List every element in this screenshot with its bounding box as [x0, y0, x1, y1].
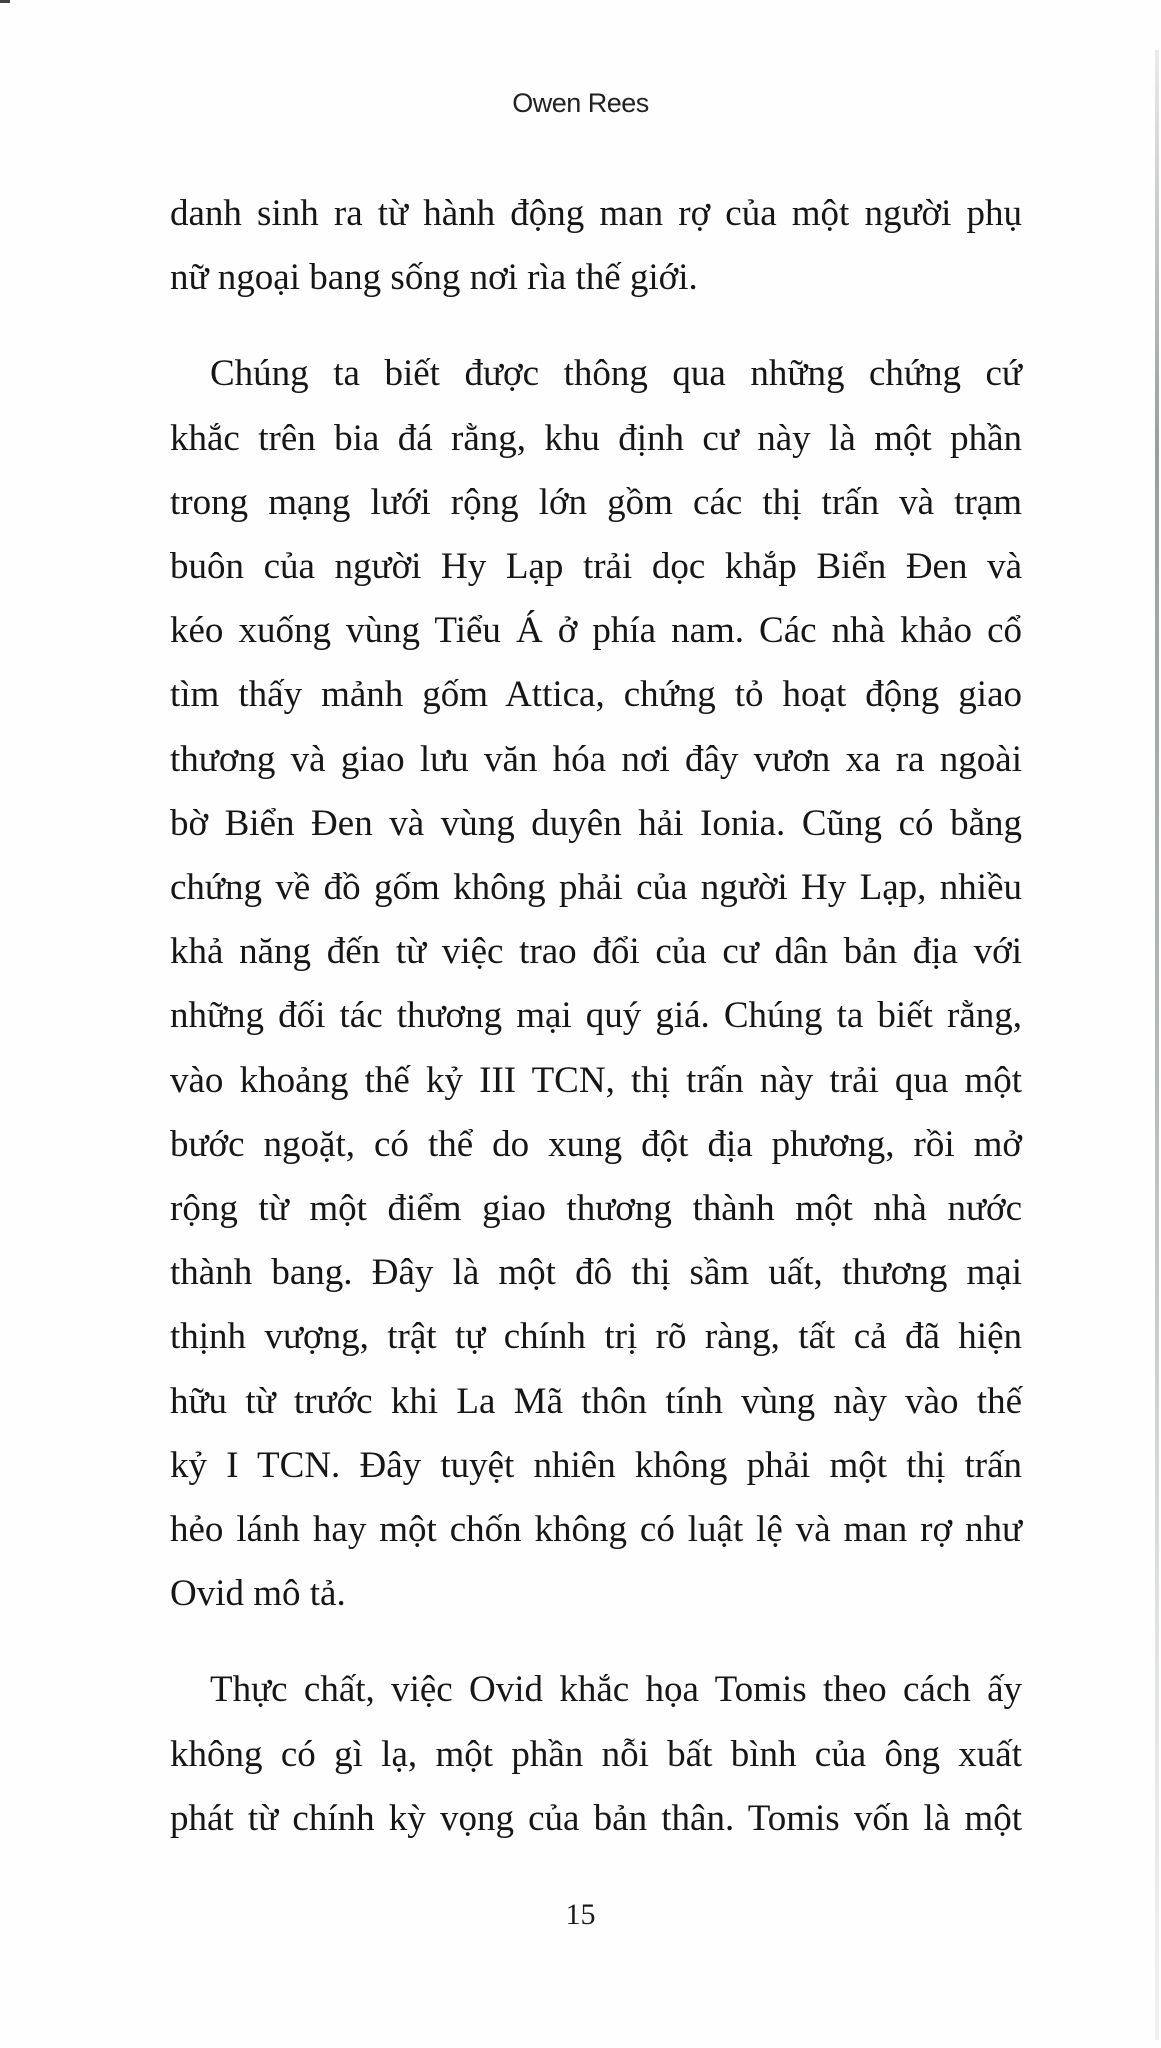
text-line: không có gì lạ, một phần nỗi bất bình của ông xuất: [170, 1733, 1022, 1775]
running-header-author: Owen Rees: [512, 88, 649, 118]
text-line: thịnh vượng, trật tự chính trị rõ ràng, tất cả đã hiện: [170, 1316, 1022, 1358]
text-line: hẻo lánh hay một chốn không có luật lệ và man rợ như: [170, 1509, 1022, 1551]
text-line: buôn của người Hy Lạp trải dọc khắp Biển Đen và: [170, 546, 1022, 588]
text-line: hữu từ trước khi La Mã thôn tính vùng này vào thế: [170, 1380, 1022, 1422]
text-line: những đối tác thương mại quý giá. Chúng ta biết rằng,: [170, 995, 1022, 1037]
paragraph-1: [170, 182, 1022, 310]
text-line: khắc trên bia đá rằng, khu định cư này là một phần: [170, 417, 1022, 459]
text-line: thương và giao lưu văn hóa nơi đây vươn xa ra ngoài: [170, 738, 1022, 780]
page-number: 15: [565, 1898, 596, 1931]
text-line: trong mạng lưới rộng lớn gồm các thị trấn và trạm: [170, 481, 1022, 523]
text-line: Thực chất, việc Ovid khắc họa Tomis theo cách ấy: [210, 1669, 1022, 1711]
paragraph-2: [170, 342, 1022, 1626]
text-line: phát từ chính kỳ vọng của bản thân. Tomis vốn là một: [170, 1797, 1022, 1839]
text-line: chứng về đồ gốm không phải của người Hy Lạp, nhiều: [170, 867, 1022, 909]
text-line: kỷ I TCN. Đây tuyệt nhiên không phải một thị trấn: [170, 1444, 1022, 1486]
text-line: danh sinh ra từ hành động man rợ của một người phụ: [170, 193, 1022, 234]
text-line: nữ ngoại bang sống nơi rìa thế giới.: [170, 257, 698, 299]
text-line: bước ngoặt, có thể do xung đột địa phương, rồi mở: [170, 1123, 1022, 1165]
text-line: rộng từ một điểm giao thương thành một nhà nước: [170, 1188, 1022, 1230]
text-line: thành bang. Đây là một đô thị sầm uất, thương mại: [170, 1252, 1022, 1294]
text-line: khả năng đến từ việc trao đổi của cư dân bản địa với: [170, 931, 1022, 973]
text-line: bờ Biển Đen và vùng duyên hải Ionia. Cũng có bằng: [170, 802, 1022, 844]
text-line: tìm thấy mảnh gốm Attica, chứng tỏ hoạt động giao: [170, 674, 1022, 716]
scan-artifact: [0, 0, 10, 3]
text-line: vào khoảng thế kỷ III TCN, thị trấn này trải qua một: [170, 1059, 1022, 1101]
body-text: [170, 182, 1022, 1851]
text-line: Ovid mô tả.: [170, 1573, 346, 1615]
page-edge-shadow: [1155, 50, 1159, 2040]
text-line: Chúng ta biết được thông qua những chứng cứ: [210, 353, 1022, 395]
paragraph-3: [170, 1658, 1022, 1851]
text-line: kéo xuống vùng Tiểu Á ở phía nam. Các nhà khảo cổ: [170, 610, 1022, 652]
